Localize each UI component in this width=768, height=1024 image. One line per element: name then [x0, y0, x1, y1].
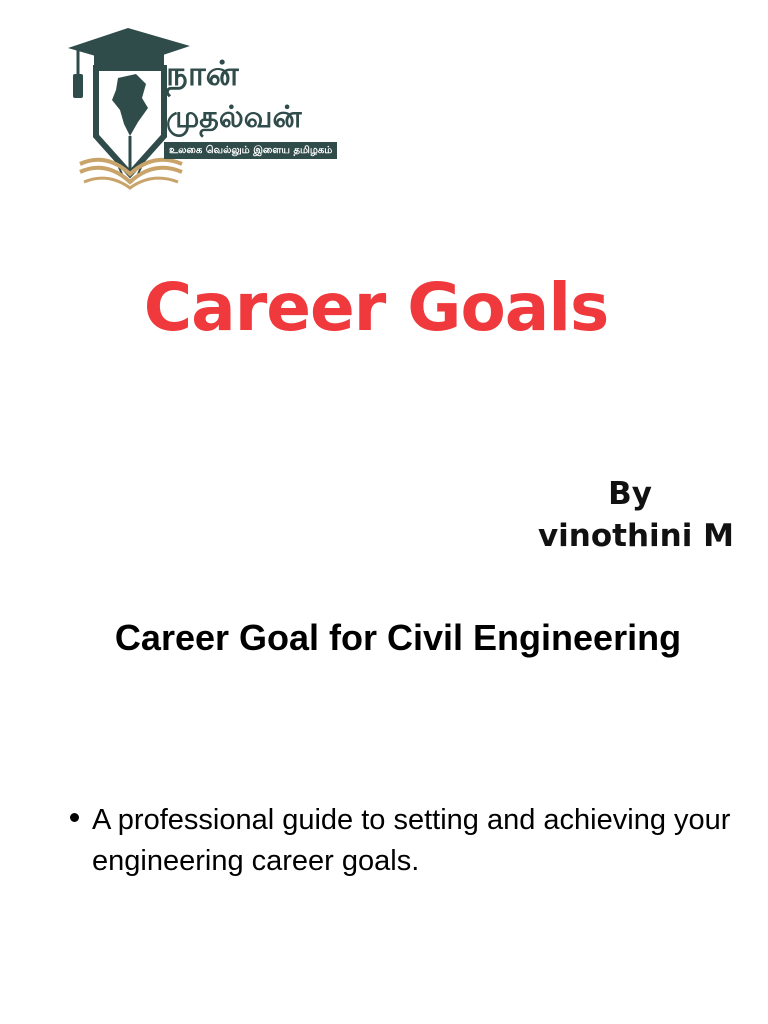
list-item [64, 800, 734, 882]
logo-tagline: உலகை வெல்லும் இளைய தமிழகம் [164, 142, 337, 159]
page-title: Career Goals [143, 269, 609, 346]
page-subtitle: Career Goal for Civil Engineering [114, 617, 682, 658]
bullet-list [64, 800, 734, 882]
bullet-text: A professional guide to setting and achieving your engineering career goals. [92, 804, 731, 877]
logo-line-1: நான் [166, 54, 239, 94]
author-by-label: By [608, 476, 652, 512]
bullet-dot-icon [70, 813, 79, 822]
logo-line-2: முதல்வன் [166, 100, 302, 135]
naan-mudhalvan-logo [66, 24, 356, 190]
author-name: vinothini M [537, 518, 734, 554]
